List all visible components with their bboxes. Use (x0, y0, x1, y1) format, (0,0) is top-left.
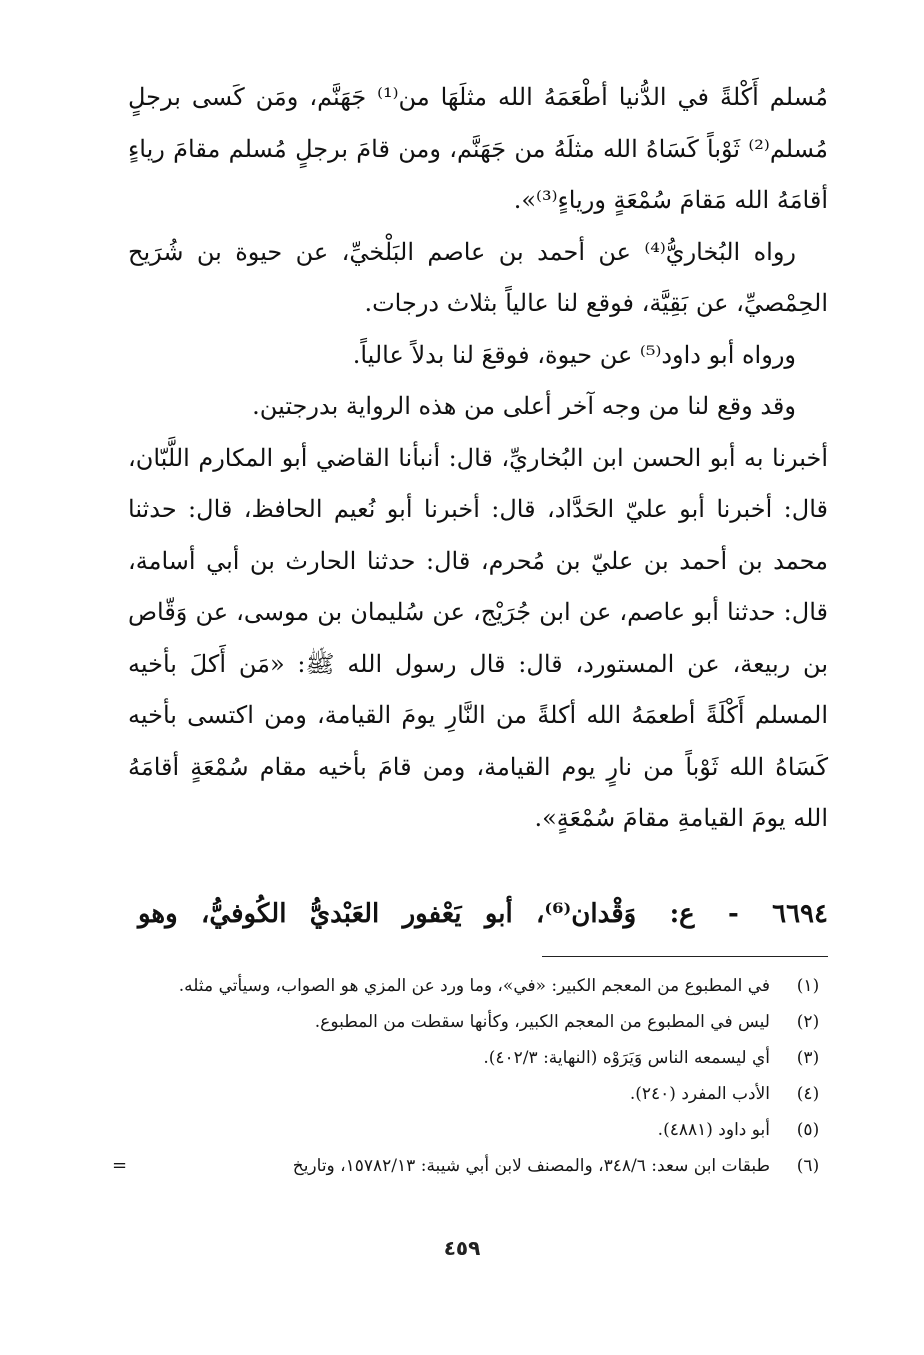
footnote-text: أي ليسمعه الناس وَيَرَوْه (النهاية: ٤٠٢/٣). (483, 1048, 770, 1068)
footnote-separator (542, 956, 828, 957)
footnote-text: طبقات ابن سعد: ٣٤٨/٦، والمصنف لابن أبي شيبة: ١٥٧٨٢/١٣، وتاريخ (292, 1156, 770, 1176)
narration-paragraph: وقد وقع لنا من وجه آخر أعلى من هذه الرواية بدرجتين. (252, 392, 796, 420)
isnad-paragraph: أخبرنا به أبو الحسن ابن البُخاريِّ، قال: أنبأنا القاضي أبو المكارم اللَّبّان، قال: أخبرنا أبو عليّ الحَدَّاد، قال: أخبرنا أبو نُعيم الحافظ، قال: حدثنا محمد بن أحمد بن عليّ بن مُحرم، قال: حدثنا الحارث بن أبي أسامة، قال: حدثنا أبو عاصم، عن ابن جُرَيْج، عن سُليمان بن موسى، عن وَقّاص بن ربيعة، عن المستورد، قال: قال رسول الله ﷺ: «مَن أَكلَ بأخيه المسلم أَكْلَةً أطعمَهُ الله أكلةً من النَّارِ يومَ القيامة، ومن اكتسى بأخيه كَسَاهُ الله ثَوْباً من نارٍ يوم القيامة، ومن قامَ بأخيه مقام سُمْعَةٍ أقامَهُ الله يومَ القيامةِ مقامَ سُمْعَةٍ». (128, 443, 829, 832)
hadith-text-paragraph: مُسلم أَكْلةً في الدُّنيا أطْعَمَهُ الله مثلَهَا من⁽¹⁾ جَهَنَّم، ومَن كَسى برجلٍ مُسلم⁽²⁾ ثَوْباً كَسَاهُ الله مثلَهُ من جَهَنَّم، ومن قامَ برجلٍ مُسلم مقامَ رياءٍ أقامَهُ الله مَقامَ سُمْعَةٍ ورياءٍ⁽³⁾». (128, 83, 828, 214)
entry-number: ٦٦٩٤ (772, 899, 828, 929)
footnote (112, 1116, 828, 1144)
narration-paragraph: رواه البُخاريُّ⁽⁴⁾ عن أحمد بن عاصم البَلْخيِّ، عن حيوة بن شُرَيح الحِمْصيِّ، عن بَقِيَّة، فوقع لنا عالياً بثلاث درجات. (128, 237, 828, 317)
footnote-text: ليس في المطبوع من المعجم الكبير، وكأنها سقطت من المطبوع. (314, 1012, 770, 1032)
footnote (112, 972, 828, 1000)
footnote (112, 1080, 828, 1108)
footnote (112, 1152, 828, 1180)
footnote-number: (٢) (796, 1012, 820, 1032)
footnote-text: في المطبوع من المعجم الكبير: «في»، وما ورد عن المزي هو الصواب، وسيأتي مثله. (178, 976, 770, 996)
footnote-number: (١) (796, 976, 820, 996)
footnote-number: (٤) (796, 1084, 820, 1104)
footnote-number: (٥) (796, 1120, 820, 1140)
footnote-number: (٦) (796, 1156, 820, 1176)
biography-entry-heading (128, 888, 828, 940)
footnote-text: أبو داود (٤٨٨١). (657, 1120, 770, 1140)
main-text (128, 72, 828, 845)
entry-code: ع: (669, 899, 695, 929)
page-number: ٤٥٩ (443, 1236, 481, 1260)
entry-text: وَقْدان⁽⁶⁾، أبو يَعْفور العَبْديُّ الكُوفيُّ، وهو (138, 899, 637, 929)
footnote (112, 1044, 828, 1072)
footnote-text: الأدب المفرد (٢٤٠). (629, 1084, 770, 1104)
narration-paragraph: ورواه أبو داود⁽⁵⁾ عن حيوة، فوقعَ لنا بدلاً عالياً. (352, 340, 796, 369)
footnotes (112, 972, 828, 1188)
footnote-number: (٣) (796, 1048, 820, 1068)
entry-dash: - (728, 899, 739, 929)
footnote (112, 1008, 828, 1036)
continuation-mark: = (112, 1155, 128, 1176)
